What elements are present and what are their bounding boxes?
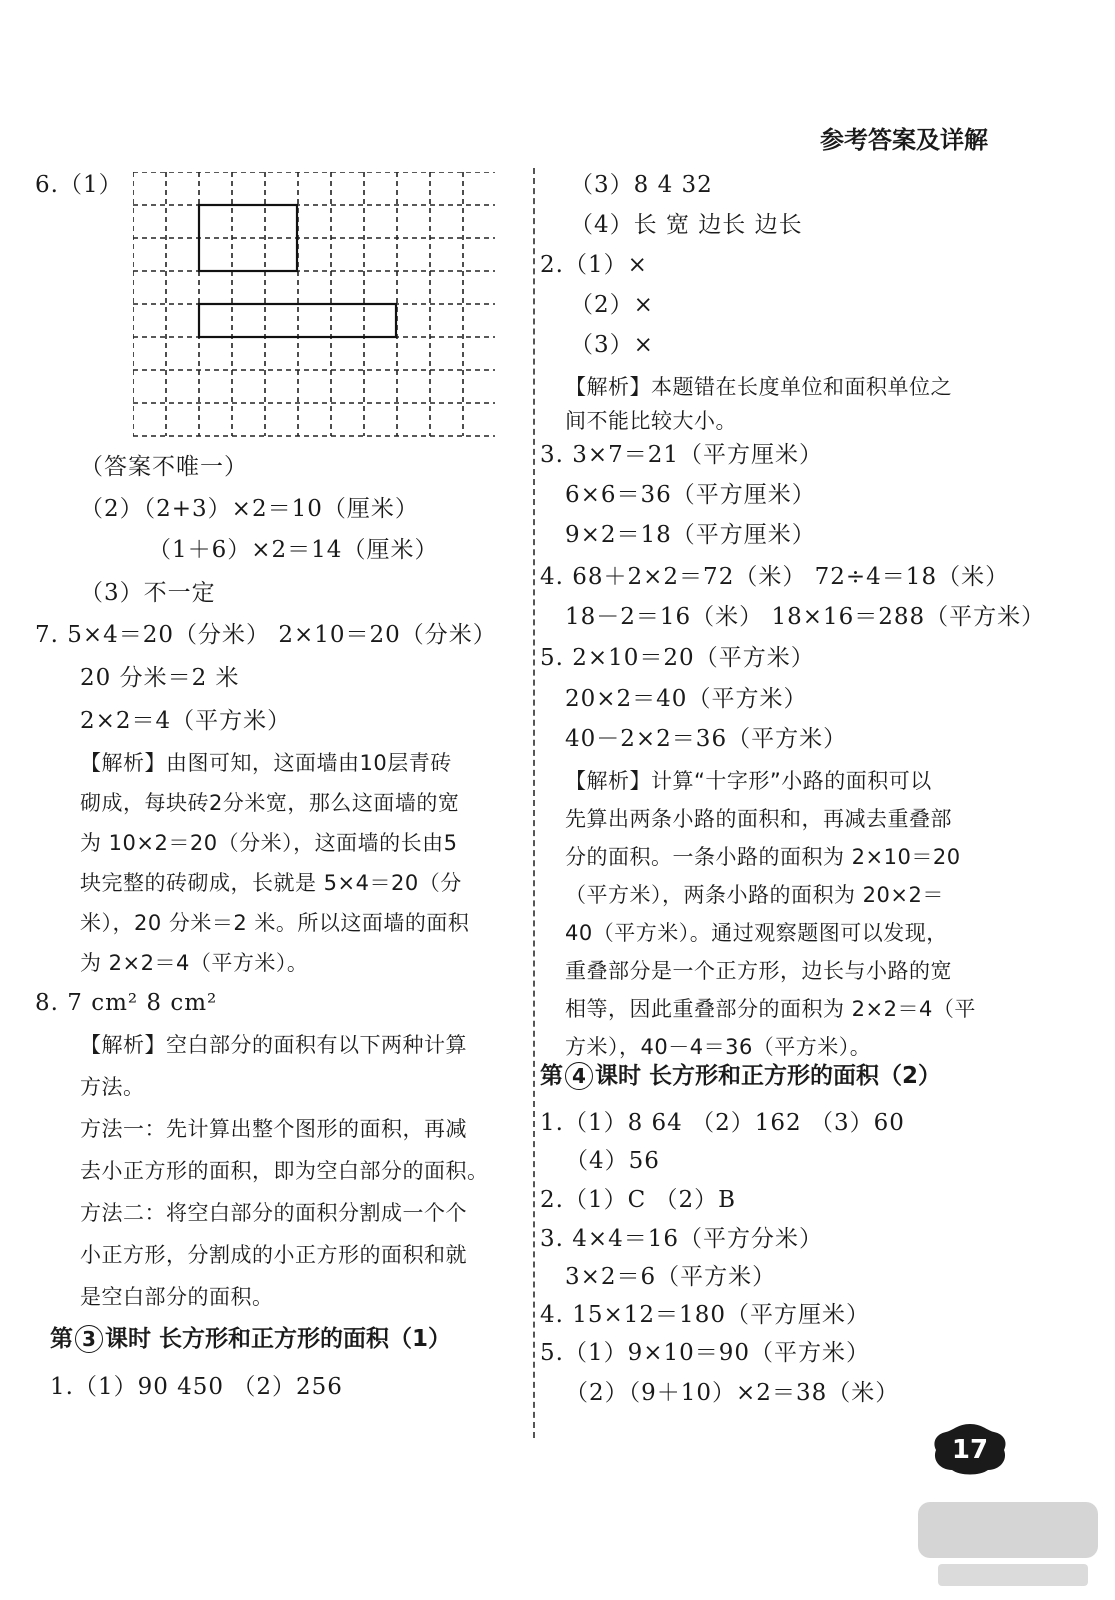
q8-an1: 【解析】空白部分的面积有以下两种计算 [80, 1033, 467, 1057]
lesson-3-text: 课时 长方形和正方形的面积（1） [105, 1326, 452, 1352]
q8-an2: 方法。 [80, 1075, 145, 1099]
l3-q1: 1.（1）90 450 （2）256 [50, 1374, 343, 1400]
r2-3: （3）× [570, 332, 654, 358]
r2-an1: 【解析】本题错在长度单位和面积单位之 [565, 375, 952, 399]
r2-an2: 间不能比较大小。 [565, 409, 737, 433]
r5-a: 5. 2×10＝20（平方米） [540, 645, 815, 671]
q7-an3: 为 10×2＝20（分米），这面墙的长由5 [80, 831, 458, 855]
q8: 8. 7 cm² 8 cm² [35, 990, 218, 1016]
r5-an1: 【解析】计算“十字形”小路的面积可以 [565, 769, 932, 793]
l4-q1a: 1.（1）8 64 （2）162 （3）60 [540, 1110, 905, 1136]
l4-q5a: 5.（1）9×10＝90（平方米） [540, 1340, 871, 1366]
lesson-4-text: 课时 长方形和正方形的面积（2） [595, 1063, 942, 1089]
q7-an4: 块完整的砖砌成，长就是 5×4＝20（分 [80, 871, 462, 895]
r5-an6: 重叠部分是一个正方形，边长与小路的宽 [565, 959, 952, 983]
l4-q5b: （2）（9＋10）×2＝38（米） [565, 1380, 900, 1406]
q7-c: 2×2＝4（平方米） [80, 708, 292, 734]
r5-an2: 先算出两条小路的面积和，再减去重叠部 [565, 807, 952, 831]
q7-a: 7. 5×4＝20（分米） 2×10＝20（分米） [35, 622, 497, 648]
r5-an5: 40（平方米）。通过观察题图可以发现， [565, 921, 948, 945]
l4-q2: 2.（1）C （2）B [540, 1187, 737, 1213]
r5-an8: 方米），40－4＝36（平方米）。 [565, 1035, 872, 1059]
r3-c: 9×2＝18（平方厘米） [565, 522, 816, 548]
rectangle-1 [199, 205, 297, 271]
page-number: 17 [951, 1435, 989, 1465]
q7-an1: 【解析】由图可知，这面墙由10层青砖 [80, 751, 452, 775]
r5-an4: （平方米），两条小路的面积为 20×2＝ [565, 883, 944, 907]
r5-c: 40－2×2＝36（平方米） [565, 726, 848, 752]
r5-an3: 分的面积。一条小路的面积为 2×10＝20 [565, 845, 961, 869]
q7-b: 20 分米＝2 米 [80, 665, 240, 691]
q6-1: 6.（1） [35, 172, 123, 198]
lesson-3-prefix: 第 [50, 1326, 73, 1352]
r4-b: 18－2＝16（米） 18×16＝288（平方米） [565, 604, 1046, 630]
q7-an2: 砌成，每块砖2分米宽，那么这面墙的宽 [80, 791, 460, 815]
lesson-4-number: 4 [565, 1062, 593, 1090]
q8-an3: 方法一：先计算出整个图形的面积，再减 [80, 1117, 467, 1141]
q8-an7: 是空白部分的面积。 [80, 1285, 274, 1309]
q7-an6: 为 2×2＝4（平方米）。 [80, 951, 309, 975]
page-header: 参考答案及详解 [820, 126, 988, 154]
q6-note: （答案不唯一） [80, 454, 248, 480]
r4-a: 4. 68＋2×2＝72（米） 72÷4＝18（米） [540, 564, 1010, 590]
l4-q1b: （4）56 [565, 1148, 660, 1174]
watermark-logo [908, 1492, 1108, 1592]
page-number-badge [930, 1420, 1010, 1476]
column-divider [533, 168, 535, 1438]
lesson-4-prefix: 第 [540, 1063, 563, 1089]
r5-b: 20×2＝40（平方米） [565, 686, 808, 712]
grid-figure [133, 172, 495, 438]
r2-2: （2）× [570, 292, 654, 318]
r3-a: 3. 3×7＝21（平方厘米） [540, 442, 824, 468]
q8-an6: 小正方形，分割成的小正方形的面积和就 [80, 1243, 467, 1267]
lesson-4-title [540, 1057, 941, 1090]
l4-q3b: 3×2＝6（平方米） [565, 1264, 777, 1290]
l4-q3a: 3. 4×4＝16（平方分米） [540, 1226, 824, 1252]
r2-1: 2.（1）× [540, 252, 648, 278]
q6-3: （3）不一定 [80, 580, 216, 606]
r-3: （3）8 4 32 [570, 172, 713, 198]
q6-2a: （2）（2+3）×2＝10（厘米） [80, 496, 419, 522]
l4-q4: 4. 15×12＝180（平方厘米） [540, 1302, 870, 1328]
q7-an5: 米），20 分米＝2 米。所以这面墙的面积 [80, 911, 470, 935]
r-4: （4）长 宽 边长 边长 [570, 212, 803, 238]
lesson-3-title [50, 1320, 451, 1353]
q8-an5: 方法二：将空白部分的面积分割成一个个 [80, 1201, 467, 1225]
q8-an4: 去小正方形的面积，即为空白部分的面积。 [80, 1159, 489, 1183]
r3-b: 6×6＝36（平方厘米） [565, 482, 816, 508]
q6-2b: （1＋6）×2＝14（厘米） [148, 537, 439, 563]
r5-an7: 相等，因此重叠部分的面积为 2×2＝4（平 [565, 997, 976, 1021]
lesson-3-number: 3 [75, 1325, 103, 1353]
